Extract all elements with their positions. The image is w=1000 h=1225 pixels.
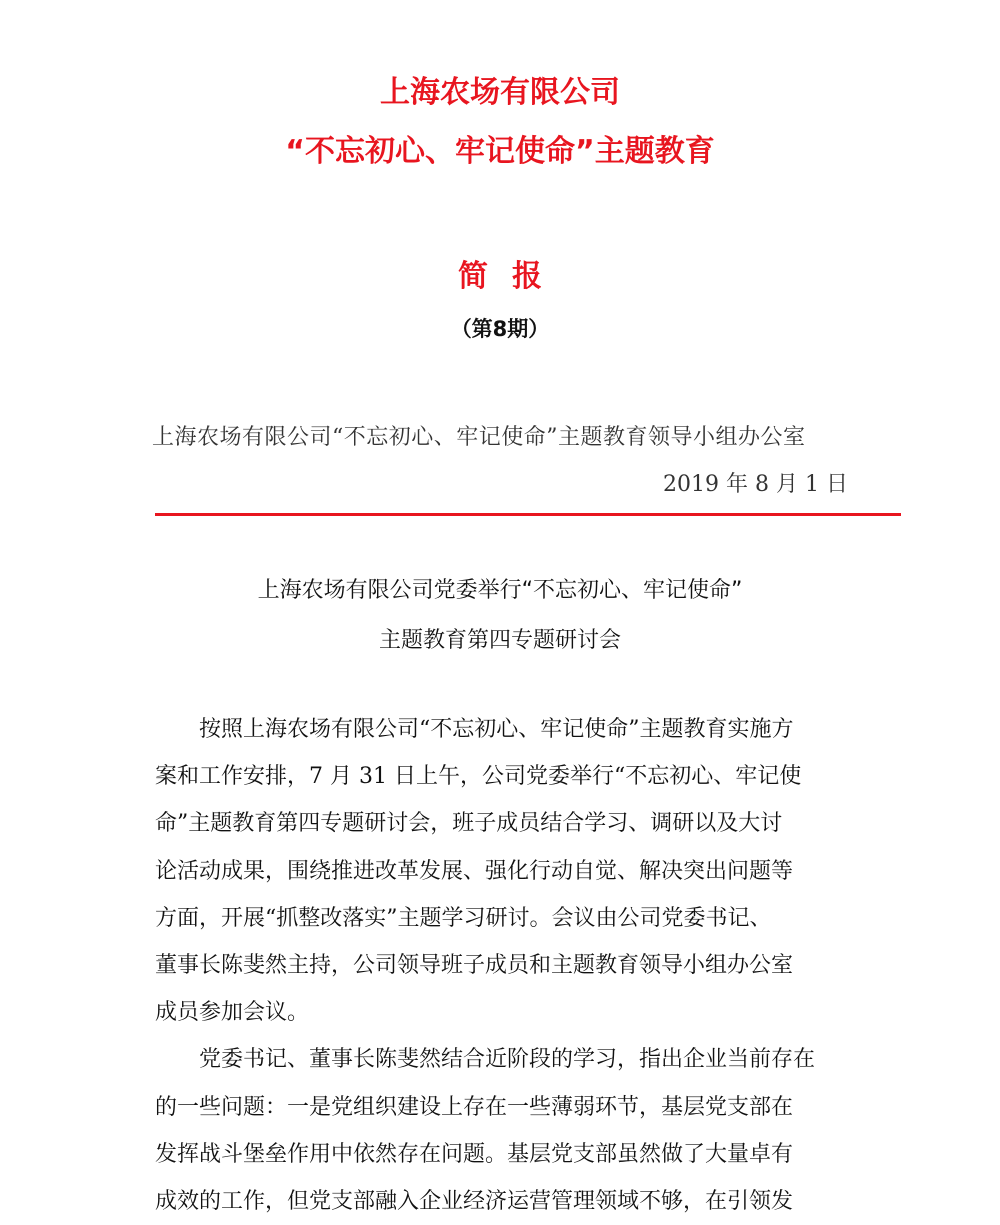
body-line: 按照上海农场有限公司“不忘初心、牢记使命”主题教育实施方	[155, 717, 794, 742]
issue-date: 2019 年 8 月 1 日	[663, 472, 848, 497]
body-line: 成效的工作，但党支部融入企业经济运营管理领域不够，在引领发	[155, 1188, 794, 1214]
body-line: 的一些问题：一是党组织建设上存在一些薄弱环节，基层党支部在	[155, 1094, 794, 1120]
theme-title: “不忘初心、牢记使命”主题教育	[285, 134, 715, 169]
org-title: 上海农场有限公司	[380, 75, 620, 110]
bulletin-title: 简报	[458, 259, 566, 294]
body-line: 成员参加会议。	[155, 1000, 310, 1026]
issuer-line: 上海农场有限公司“不忘初心、牢记使命”主题教育领导小组办公室	[152, 425, 806, 450]
body-line: 董事长陈斐然主持，公司领导班子成员和主题教育领导小组办公室	[155, 952, 794, 978]
issue-number: （第8期）	[450, 317, 550, 341]
body-line: 案和工作安排，7 月 31 日上午，公司党委举行“不忘初心、牢记使	[155, 764, 802, 790]
article-body	[155, 706, 855, 1225]
body-line: 命”主题教育第四专题研讨会，班子成员结合学习、调研以及大讨	[155, 811, 783, 837]
article-title-line-2: 主题教育第四专题研讨会	[378, 628, 621, 653]
red-divider	[155, 513, 901, 516]
body-line: 方面，开展“抓整改落实”主题学习研讨。会议由公司党委书记、	[155, 905, 772, 931]
body-line: 党委书记、董事长陈斐然结合近阶段的学习，指出企业当前存在	[155, 1047, 816, 1073]
body-line: 论活动成果，围绕推进改革发展、强化行动自觉、解决突出问题等	[155, 858, 794, 884]
body-line: 发挥战斗堡垒作用中依然存在问题。基层党支部虽然做了大量卓有	[155, 1141, 794, 1167]
article-title-line-1: 上海农场有限公司党委举行“不忘初心、牢记使命”	[257, 578, 743, 603]
